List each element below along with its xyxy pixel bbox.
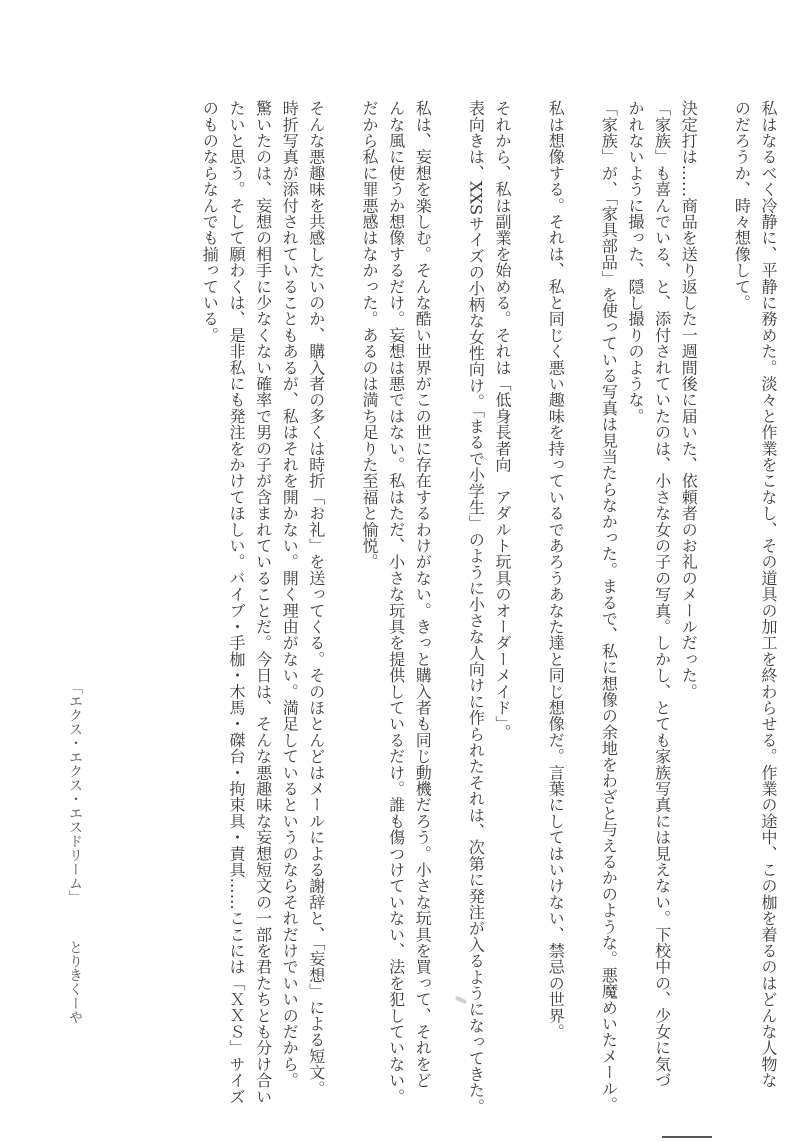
signature [62, 680, 88, 1090]
signature-author: とりきくーや [67, 940, 83, 1025]
text-column: 私はなるべく冷静に、平静に務めた。淡々と作業をこなし、その道具の加工を終わらせる。作業の途中、この枷を着るのはどんな人物な [759, 100, 778, 1089]
text-column: 「家族」が、「家具部品」を使っている写真は見当たらなかった。まるで、私に想像の余地をわざと与えるかのような。悪魔めいたメール。 [599, 100, 619, 1113]
text-column: だから私に罪悪感はなかった。あるのは満ち足りた至福と愉悦。 [360, 100, 379, 570]
scan-edge-mark [662, 1136, 712, 1138]
text-column: んな風に使うか想像するだけ。妄想は悪ではない。私はただ、小さな玩具を提供しているだけ。誰も傷つけていない、法を犯していない。 [386, 100, 406, 1105]
text-column: のものならなんでも揃っている。 [200, 100, 220, 343]
text-column: かれないように撮った、隠し撮りのような。 [626, 100, 645, 424]
text-column: 表向きは、XXSサイズの小柄な女性向け。「まるで小学生」のように小さな人向けに作られたそれは、次第に発注が入るようになってきた。 [466, 100, 486, 1115]
text-column: 驚いたのは、妄想の相手に少なくない確率で男の子が含まれていることだ。今日は、そんな悪趣味な妄想短文の一部を君たちとも分け合い [253, 100, 273, 1105]
text-column: 時折写真が添付されていることもあるが、私はそれを開かない。開く理由がない。満足しているというのならそれだけでいいのだから。 [280, 100, 300, 1089]
text-column: たいと思う。そして願わくは、是非私にも発注をかけてほしい。バイブ・手枷・木馬・磔台・拘束具・責具……ここには「ＸＸＳ」サイズ [227, 100, 246, 1105]
text-column: 私は、妄想を楽しむ。そんな酷い世界がこの世に存在するわけがない。きっと購入者も同じ動機だろう。小さな玩具を買って、それをど [413, 100, 433, 1089]
signature-title: 「エクス・エクス・エスドリーム」 [67, 680, 83, 904]
text-column: 決定打は……商品を送り返した一週間後に届いた、依頼者のお礼のメールだった。 [679, 100, 699, 700]
text-column: 私は想像する。それは、私と同じく悪い趣味を持っているであろうあなた達と同じ想像だ。言葉にしてはいけない、禁忌の世界。 [546, 100, 566, 1040]
text-column: 「家族」も喜んでいる、と、添付されていたのは、小さな女の子の写真。しかし、とても家族写真には見えない。下校中の、少女に気づ [652, 100, 672, 1089]
text-column: そんな悪趣味を共感したいのか、購入者の多くは時折「お礼」を送ってくる。そのほとんどはメールによる謝辞と、「妄想」による短文。 [306, 100, 326, 1097]
text-column: のだろうか、時々想像して。 [732, 100, 752, 311]
text-column: それから、私は副業を始める。それは「低身長者向 アダルト玩具のオーダーメイド」。 [493, 100, 512, 740]
